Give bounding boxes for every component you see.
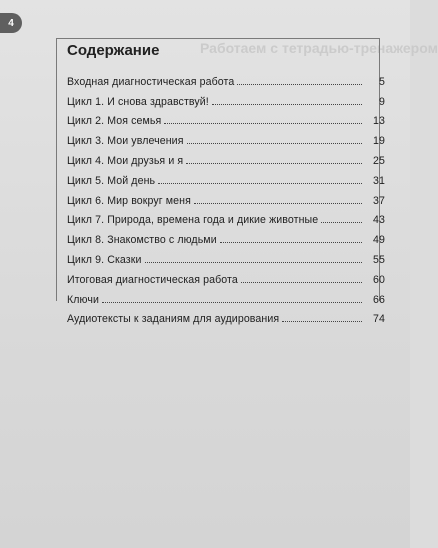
toc-entry-label: Цикл 9. Сказки [67,253,142,266]
toc-entry-page: 66 [373,293,385,306]
dot-leader [220,242,362,243]
dot-leader [241,282,362,283]
toc-entry [67,88,385,108]
toc-entry [67,207,385,227]
page-number-badge [0,13,22,33]
dot-leader [194,203,362,204]
dot-leader [237,84,362,85]
toc-entry [67,167,385,187]
toc-entry [67,108,385,128]
toc-entry-page: 5 [379,75,385,88]
toc-entry [67,127,385,147]
toc-entry-page: 43 [373,214,385,227]
dot-leader [321,222,362,223]
toc-entry-label: Цикл 7. Природа, времена года и дикие животные [67,214,319,227]
toc-entry [67,226,385,246]
dot-leader [186,163,362,164]
toc-entry-page: 49 [373,234,385,247]
table-of-contents [67,68,385,325]
toc-entry [67,286,385,306]
toc-entry-label: Итоговая диагностическая работа [67,273,238,286]
toc-entry-label: Цикл 4. Мои друзья и я [67,154,184,167]
dot-leader [282,321,362,322]
toc-entry [67,68,385,88]
toc-entry-page: 9 [379,95,385,108]
show-through-heading: Работаем с тетрадью-тренажером [200,40,438,56]
dot-leader [145,262,362,263]
toc-entry-page: 37 [373,194,385,207]
dot-leader [164,123,362,124]
toc-entry-label: Цикл 2. Моя семья [67,115,162,128]
dot-leader [158,183,362,184]
toc-entry-page: 19 [373,135,385,148]
toc-entry [67,266,385,286]
toc-entry-label: Входная диагностическая работа [67,75,235,88]
contents-title: Содержание [67,42,160,59]
toc-entry-label: Ключи [67,293,100,306]
toc-entry-label: Цикл 6. Мир вокруг меня [67,194,191,207]
toc-entry-label: Цикл 8. Знакомство с людьми [67,234,217,247]
toc-entry [67,187,385,207]
toc-entry [67,246,385,266]
toc-entry-label: Цикл 1. И снова здравствуй! [67,95,209,108]
toc-entry-page: 31 [373,174,385,187]
toc-entry-page: 13 [373,115,385,128]
dot-leader [212,104,362,105]
toc-entry [67,147,385,167]
dot-leader [187,143,362,144]
dot-leader [102,302,362,303]
toc-entry [67,306,385,326]
toc-entry-page: 60 [373,273,385,286]
toc-entry-page: 74 [373,313,385,326]
toc-entry-label: Цикл 3. Мои увлечения [67,135,184,148]
toc-entry-page: 55 [373,253,385,266]
toc-entry-label: Аудиотексты к заданиям для аудирования [67,313,280,326]
page-number: 4 [8,17,14,29]
toc-entry-page: 25 [373,154,385,167]
toc-entry-label: Цикл 5. Мой день [67,174,156,187]
